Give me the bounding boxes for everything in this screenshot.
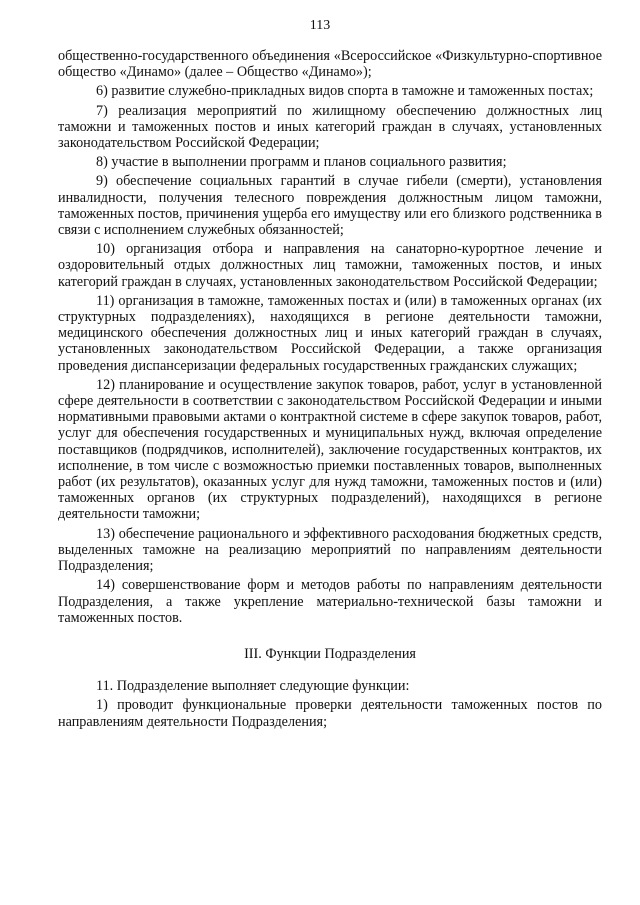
list-item-14: 14) совершенствование форм и методов работы по направлениям деятельности Подразделения, а также укрепление материально-технической базы таможни и таможенных постов.: [58, 577, 602, 626]
function-item-1: 1) проводит функциональные проверки деятельности таможенных постов по направлениям деятельности Подразделения;: [58, 697, 602, 730]
list-item-7: 7) реализация мероприятий по жилищному обеспечению должностных лиц таможни и таможенных постов и иных категорий граждан в случаях, установленных законодательством Российской Федерации;: [58, 102, 602, 152]
document-body: [58, 48, 602, 733]
list-item-13: 13) обеспечение рационального и эффективного расходования бюджетных средств, выделенных таможне на реализацию мероприятий по направлениям деятельности Подразделения;: [58, 525, 602, 575]
list-item-10: 10) организация отбора и направления на санаторно-курортное лечение и оздоровительный отдых должностных лиц таможни, таможенных постов, и иных категорий граждан в случаях, установленных законодательством Российской Федерации;: [58, 241, 602, 290]
list-item-9: 9) обеспечение социальных гарантий в случае гибели (смерти), установления инвалидности, получения телесного повреждения должностным лицом таможни, таможенных постов, причинения ущерба его имуществу или его близкого родственника в связи с исполнением служебных обязанностей;: [58, 173, 602, 239]
list-item-8: 8) участие в выполнении программ и планов социального развития;: [96, 154, 507, 171]
list-item-6: 6) развитие служебно-прикладных видов спорта в таможне и таможенных постах;: [96, 83, 594, 100]
page-number: 113: [309, 18, 331, 33]
clause-11: 11. Подразделение выполняет следующие функции:: [96, 678, 410, 695]
paragraph-continuation: общественно-государственного объединения «Всероссийское «Физкультурно-спортивное общество «Динамо» (далее – Общество «Динамо»);: [58, 48, 602, 81]
section-title: III. Функции Подразделения: [244, 645, 416, 662]
list-item-12: 12) планирование и осуществление закупок товаров, работ, услуг в установленной сфере деятельности в соответствии с законодательством Российской Федерации и иными нормативными правовыми актами о контрактной системе в сфере закупок товаров, работ, услуг для обеспечения государственных и муниципальных нужд, включая определение поставщиков (подрядчиков, исполнителей), заключение государственных контрактов, их исполнение, в том числе с возможностью приемки поставленных товаров, выполненных работ (их результатов), оказанных услуг для нужд таможни, таможенных постов и (или) таможенных органов (их структурных подразделений), находящихся в регионе деятельности таможни;: [58, 376, 602, 523]
list-item-11: 11) организация в таможне, таможенных постах и (или) в таможенных органах (их структурных подразделениях), находящихся в регионе деятельности таможни, медицинского обеспечения должностных лиц и иных категорий граждан в случаях, установленных законодательством Российской Федерации, а также организация проведения диспансеризации федеральных государственных гражданских служащих;: [58, 292, 602, 374]
